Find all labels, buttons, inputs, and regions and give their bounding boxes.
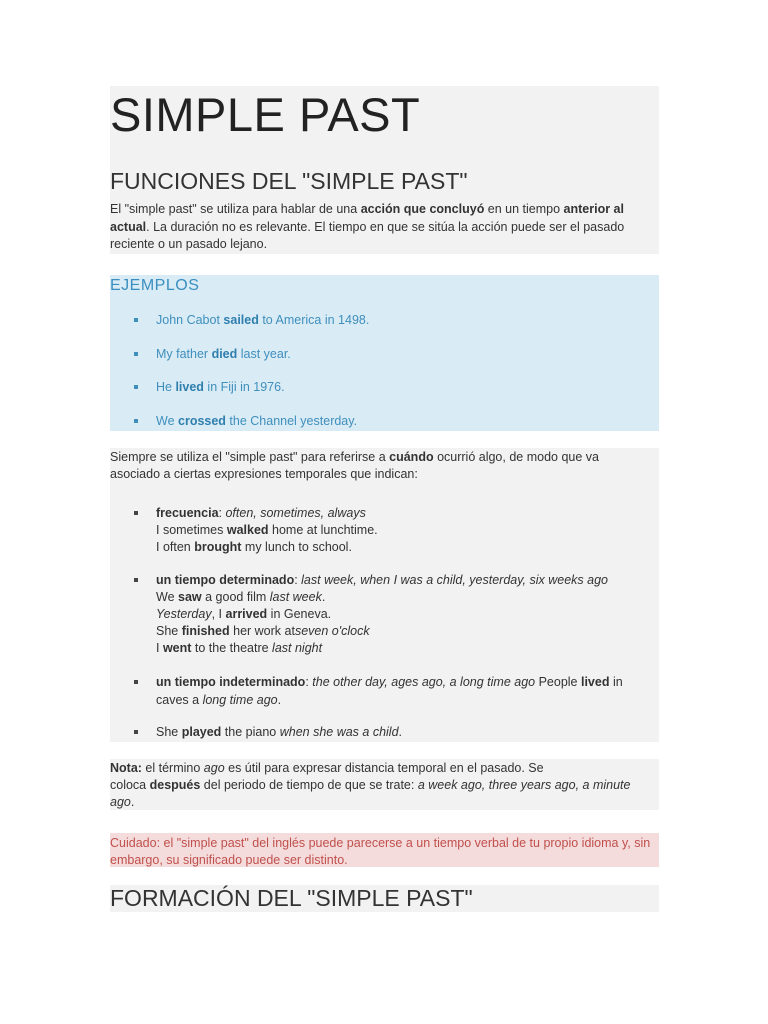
usage-intro-line-1 <box>110 449 599 466</box>
example-verb: crossed <box>178 414 226 428</box>
intro-text-2: en un tiempo <box>484 202 564 216</box>
formation-heading: FORMACIÓN DEL "SIMPLE PAST" <box>110 885 473 911</box>
example-text: to America in 1498. <box>258 313 370 327</box>
bullet-icon <box>134 730 138 734</box>
determined-label: un tiempo determinado <box>156 573 295 587</box>
bullet-icon <box>134 511 138 515</box>
example-text: in Geneva. <box>267 607 332 621</box>
example-verb: died <box>211 347 238 361</box>
page-title: SIMPLE PAST <box>110 88 421 141</box>
examples-section <box>110 275 659 431</box>
example-text: . <box>321 590 326 604</box>
example-verb: walked <box>226 523 269 537</box>
example-verb: brought <box>194 540 242 554</box>
usage-text: Siempre se utiliza el "simple past" para referirse a <box>110 450 390 464</box>
example-text: She <box>156 624 182 638</box>
bullet-icon <box>134 385 138 389</box>
example-text: I <box>156 641 163 655</box>
example-text: People <box>535 675 581 689</box>
warning-section <box>110 833 659 867</box>
child-example-item <box>156 724 402 741</box>
note-section <box>110 759 659 810</box>
example-time: Yesterday <box>156 607 212 621</box>
example-text: I sometimes <box>156 523 227 537</box>
note-text: . <box>130 795 135 809</box>
example-verb: finished <box>181 624 230 638</box>
example-item <box>156 312 369 328</box>
note-text: el término <box>141 761 204 775</box>
example-text: to the theatre <box>191 641 273 655</box>
example-time: last night <box>272 641 323 655</box>
bullet-icon <box>134 318 138 322</box>
example-text: the piano <box>221 725 280 739</box>
usage-text: ocurrió algo, de modo que va <box>433 450 599 464</box>
bullet-icon <box>134 352 138 356</box>
note-text: es útil para expresar distancia temporal en el pasado. Se <box>224 761 544 775</box>
example-text: home at lunchtime. <box>268 523 378 537</box>
example-verb: saw <box>178 590 202 604</box>
example-text: a good film <box>201 590 270 604</box>
example-text: last year. <box>237 347 291 361</box>
intro-text-1: El "simple past" se utiliza para hablar de una <box>110 202 361 216</box>
usage-section <box>110 448 659 742</box>
example-verb: sailed <box>223 313 259 327</box>
example-verb: lived <box>175 380 204 394</box>
usage-intro-line-2: asociado a ciertas expresiones temporales que indican: <box>110 467 418 481</box>
example-text: in <box>609 675 623 689</box>
example-verb: played <box>181 725 222 739</box>
examples-heading: EJEMPLOS <box>110 277 200 294</box>
note-text: coloca <box>110 778 150 792</box>
note-line-3 <box>110 794 134 811</box>
determined-example-1 <box>156 589 325 606</box>
intro-bold-2: anterior al actual <box>110 202 624 234</box>
example-text: in Fiji in 1976. <box>203 380 285 394</box>
indeterminate-label: un tiempo indeterminado <box>156 675 306 689</box>
functions-heading: FUNCIONES DEL "SIMPLE PAST" <box>110 168 468 194</box>
example-text: We <box>156 414 178 428</box>
example-time: last week <box>269 590 322 604</box>
bullet-icon <box>134 578 138 582</box>
example-text: She <box>156 725 182 739</box>
note-examples: ago <box>110 795 131 809</box>
separator: : <box>218 506 226 520</box>
example-text: her work at <box>229 624 295 638</box>
frequency-examples: often, sometimes, always <box>225 506 366 520</box>
indeterminate-examples: the other day, ages ago, a long time ago <box>312 675 536 689</box>
bullet-icon <box>134 419 138 423</box>
separator: : <box>294 573 302 587</box>
frequency-example-2 <box>156 539 352 556</box>
example-text: I often <box>156 540 195 554</box>
formation-section <box>110 885 659 912</box>
functions-intro <box>110 201 650 254</box>
determined-example-4 <box>156 640 322 657</box>
bullet-icon <box>134 680 138 684</box>
determined-example-2 <box>156 606 331 623</box>
example-text: We <box>156 590 178 604</box>
usage-bold: cuándo <box>389 450 434 464</box>
example-text: John Cabot <box>156 313 224 327</box>
example-text: My father <box>156 347 212 361</box>
note-term: ago <box>203 761 225 775</box>
example-time: seven o'clock <box>294 624 370 638</box>
frequency-item <box>156 505 366 522</box>
indeterminate-example-line-2 <box>156 692 281 709</box>
intro-bold-1: acción que concluyó <box>360 202 485 216</box>
determined-time-item <box>156 572 608 589</box>
example-text: . <box>277 693 282 707</box>
example-verb: lived <box>580 675 610 689</box>
note-line-2 <box>110 777 630 794</box>
note-examples: a week ago, three years ago, a minute <box>417 778 631 792</box>
note-text: del periodo de tiempo de que se trate: <box>200 778 418 792</box>
example-text: . <box>398 725 403 739</box>
example-text: , I <box>211 607 226 621</box>
example-time: long time ago <box>202 693 278 707</box>
note-line-1 <box>110 760 544 777</box>
example-text: He <box>156 380 176 394</box>
example-text: the Channel yesterday. <box>225 414 358 428</box>
frequency-example-1 <box>156 522 378 539</box>
intro-text-3: . La duración no es relevante. El tiempo en que se sitúa la acción puede ser el pasado reciente o un pasado lejano. <box>110 219 625 251</box>
frequency-label: frecuencia <box>156 506 219 520</box>
example-time: when she was a child <box>279 725 399 739</box>
determined-examples: last week, when I was a child, yesterday, six weeks ago <box>301 573 609 587</box>
example-verb: arrived <box>225 607 268 621</box>
separator: : <box>305 675 313 689</box>
example-item <box>156 413 357 429</box>
note-label: Nota: <box>110 761 142 775</box>
example-text: my lunch to school. <box>241 540 352 554</box>
example-text: caves a <box>156 693 203 707</box>
example-verb: went <box>162 641 192 655</box>
title-section <box>110 86 659 254</box>
determined-example-3 <box>156 623 370 640</box>
example-item <box>156 346 291 362</box>
example-item <box>156 379 285 395</box>
note-bold: después <box>149 778 201 792</box>
warning-text: Cuidado: el "simple past" del inglés puede parecerse a un tiempo verbal de tu propio idioma y, sin embargo, su significado puede ser distinto. <box>110 836 651 867</box>
indeterminate-time-item <box>156 674 623 691</box>
